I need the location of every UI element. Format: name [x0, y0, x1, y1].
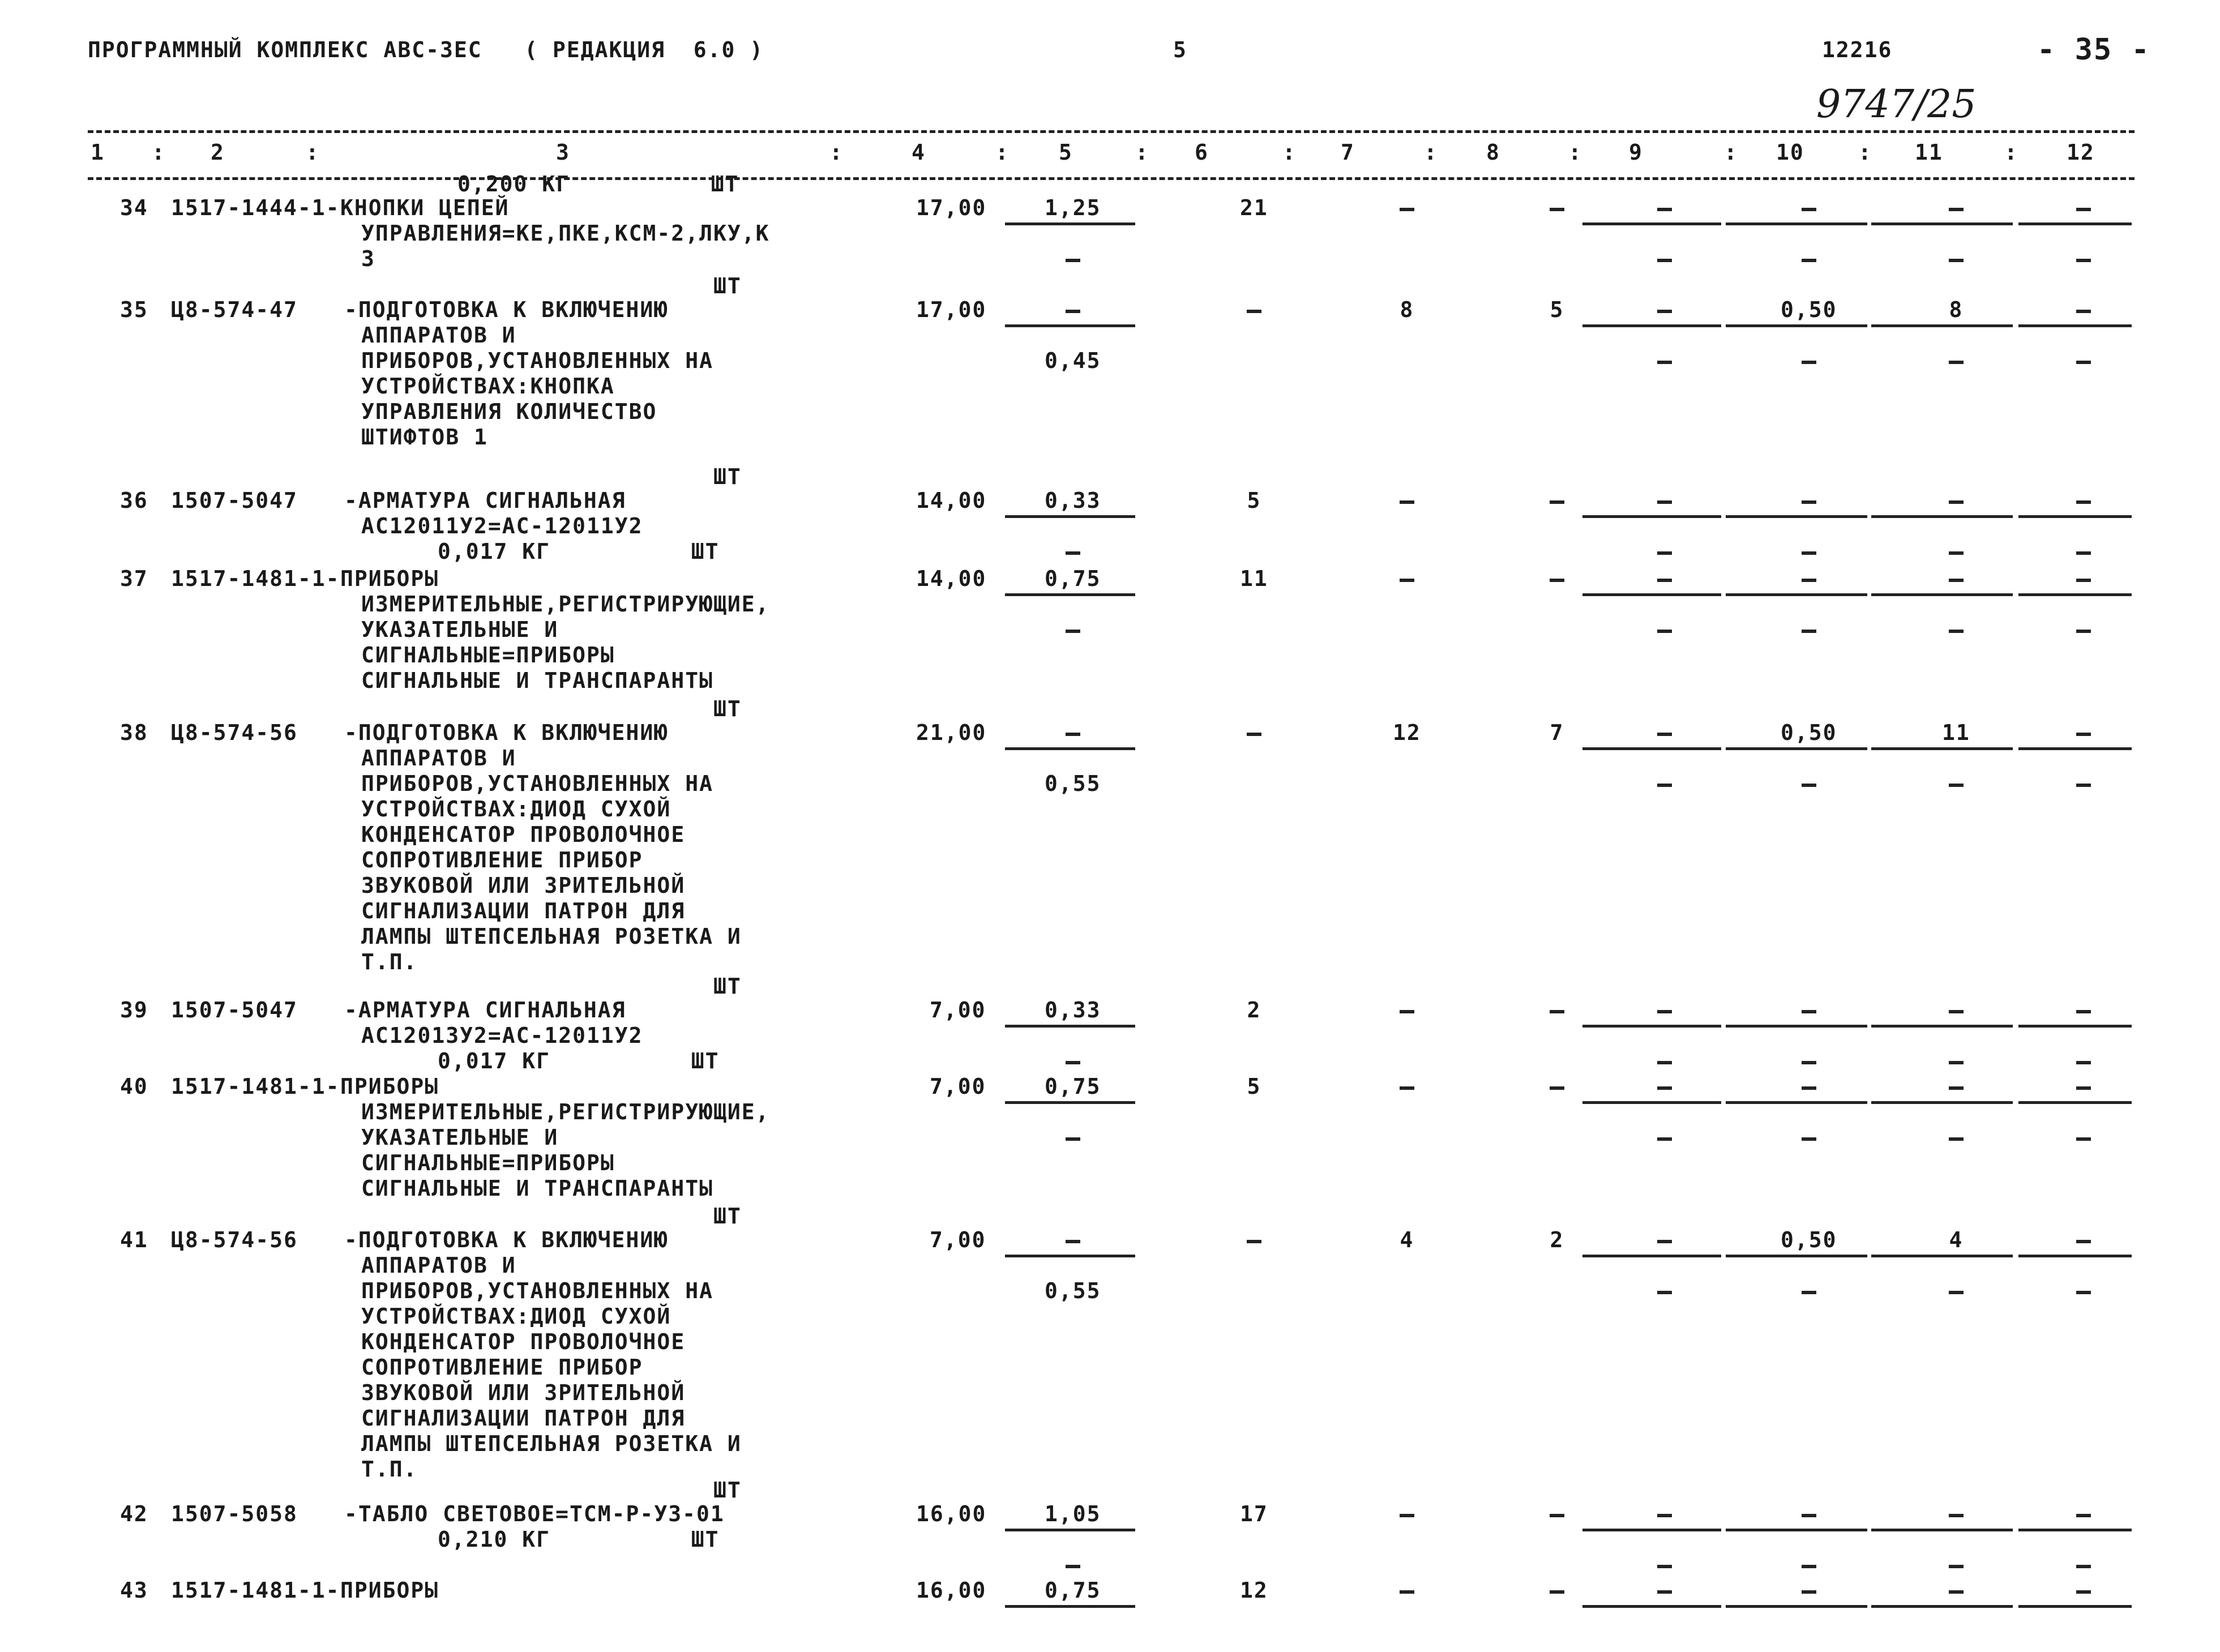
item-description: ПРИБОРОВ,УСТАНОВЛЕННЫХ НА — [361, 771, 713, 796]
item-description: АС12011У2=АС-12011У2 — [361, 513, 643, 538]
fraction-line — [1005, 593, 1135, 596]
fraction-line — [2018, 1605, 2132, 1608]
cell-col12 — [2076, 733, 2091, 736]
unit-label: ШТ — [713, 1478, 742, 1503]
cell-col12-lower — [2076, 784, 2091, 787]
item-description: 0,017 КГ ШТ — [438, 1048, 720, 1073]
cell-qty: 14,00 — [916, 566, 987, 591]
item-description: СИГНАЛЬНЫЕ=ПРИБОРЫ — [361, 643, 615, 667]
row-number: 41 — [120, 1227, 148, 1252]
column-separator: : — [1424, 140, 1438, 165]
item-description: КНОПКИ ЦЕПЕЙ — [340, 195, 510, 220]
cell-col8 — [1550, 1010, 1564, 1013]
cell-qty: 21,00 — [916, 720, 987, 745]
cell-col7: 8 — [1400, 297, 1414, 322]
fraction-line — [1726, 324, 1867, 327]
item-description: ЛАМПЫ ШТЕПСЕЛЬНАЯ РОЗЕТКА И — [361, 1431, 742, 1456]
fraction-line — [1005, 1255, 1135, 1257]
cell-col9 — [1657, 733, 1672, 736]
item-description: СИГНАЛЬНЫЕ И ТРАНСПАРАНТЫ — [361, 668, 713, 693]
item-description: -АРМАТУРА СИГНАЛЬНАЯ — [344, 488, 626, 513]
cell-col11-lower — [1949, 784, 1964, 787]
item-description: УСТРОЙСТВАХ:ДИОД СУХОЙ — [361, 1304, 671, 1329]
cell-col7 — [1400, 1514, 1414, 1517]
cell-col10 — [1802, 208, 1816, 211]
cell-col12-lower — [2076, 1137, 2091, 1141]
cell-col10: 0,50 — [1781, 297, 1837, 322]
fraction-line — [1005, 1025, 1135, 1028]
item-description: АППАРАТОВ И — [361, 1253, 516, 1278]
cell-col11-lower — [1949, 1291, 1964, 1294]
cell-col6 — [1247, 310, 1261, 313]
column-header-9: 9 — [1629, 140, 1643, 165]
fraction-line — [1582, 1605, 1721, 1608]
item-description: СИГНАЛЬНЫЕ=ПРИБОРЫ — [361, 1150, 615, 1175]
resource-code: Ц8-574-56 — [171, 720, 298, 745]
row-number: 40 — [120, 1074, 148, 1099]
cell-col10-lower — [1802, 630, 1816, 633]
cell-col12-lower — [2076, 630, 2091, 633]
fraction-line — [2018, 1529, 2132, 1531]
item-description: УКАЗАТЕЛЬНЫЕ И — [361, 1125, 559, 1150]
cell-col9 — [1657, 1086, 1672, 1090]
item-description: АППАРАТОВ И — [361, 746, 516, 771]
unit-weight-label: 0,200 КГ ШТ — [457, 172, 739, 196]
cell-col5: 0,33 — [1045, 998, 1101, 1022]
item-description: ПРИБОРЫ — [340, 566, 439, 591]
cell-col11 — [1949, 1590, 1964, 1594]
cell-col7 — [1400, 208, 1414, 211]
cell-col7: 4 — [1400, 1227, 1414, 1252]
column-separator: : — [995, 140, 1010, 165]
cell-col8 — [1550, 579, 1564, 582]
item-description: ЛАМПЫ ШТЕПСЕЛЬНАЯ РОЗЕТКА И — [361, 924, 742, 949]
row-number: 34 — [120, 195, 148, 220]
cell-col11-lower — [1949, 361, 1964, 364]
item-description: АС12013У2=АС-12011У2 — [361, 1023, 643, 1048]
cell-col5: 0,75 — [1045, 566, 1101, 591]
item-description: ПРИБОРОВ,УСТАНОВЛЕННЫХ НА — [361, 348, 713, 373]
fraction-line — [1582, 515, 1721, 518]
cell-col6: 11 — [1240, 566, 1268, 591]
item-description: УПРАВЛЕНИЯ=КЕ,ПКЕ,КСМ-2,ЛКУ,К — [361, 221, 770, 246]
cell-col12 — [2076, 1010, 2091, 1013]
cell-col10 — [1802, 1086, 1816, 1090]
cell-col11-lower — [1949, 1137, 1964, 1141]
cell-col7 — [1400, 500, 1414, 504]
column-header-12: 12 — [2067, 140, 2095, 165]
cell-col11-lower — [1949, 551, 1964, 555]
cell-col5-lower: 0,55 — [1045, 771, 1101, 796]
item-description: УПРАВЛЕНИЯ КОЛИЧЕСТВО — [361, 399, 657, 424]
cell-col11 — [1949, 1514, 1964, 1517]
unit-label: ШТ — [713, 1204, 742, 1229]
fraction-line — [1005, 747, 1135, 750]
fraction-line — [1726, 515, 1867, 518]
column-header-3: 3 — [556, 140, 570, 165]
cell-col9 — [1657, 1514, 1672, 1517]
item-description: СИГНАЛИЗАЦИИ ПАТРОН ДЛЯ — [361, 1406, 686, 1431]
cell-col11 — [1949, 579, 1964, 582]
resource-code: 1517-1481-1- — [171, 1578, 340, 1603]
cell-col9 — [1657, 1010, 1672, 1013]
cell-col5: 1,25 — [1045, 195, 1101, 220]
unit-label: ШТ — [713, 696, 742, 721]
cell-col12 — [2076, 310, 2091, 313]
fraction-line — [1726, 593, 1867, 596]
cell-col5: 0,75 — [1045, 1074, 1101, 1099]
cell-col11-lower — [1949, 630, 1964, 633]
cell-col10 — [1802, 1590, 1816, 1594]
fraction-line — [1005, 1529, 1135, 1531]
column-separator: : — [306, 140, 320, 165]
fraction-line — [2018, 747, 2132, 750]
fraction-line — [1871, 747, 2013, 750]
fraction-line — [1871, 1101, 2013, 1104]
cell-col9 — [1657, 310, 1672, 313]
cell-col7 — [1400, 1010, 1414, 1013]
item-description: ИЗМЕРИТЕЛЬНЫЕ,РЕГИСТРИРУЮЩИЕ, — [361, 592, 770, 617]
column-header-2: 2 — [211, 140, 225, 165]
cell-col9-lower — [1657, 784, 1672, 787]
cell-col10: 0,50 — [1781, 1227, 1837, 1252]
table-top-rule — [88, 130, 2135, 133]
cell-col9 — [1657, 579, 1672, 582]
resource-code: Ц8-574-56 — [171, 1227, 298, 1252]
item-description: -ПОДГОТОВКА К ВКЛЮЧЕНИЮ — [344, 720, 669, 745]
fraction-line — [1726, 222, 1867, 225]
cell-col10-lower — [1802, 361, 1816, 364]
cell-col8 — [1550, 1086, 1564, 1090]
resource-code: Ц8-574-47 — [171, 297, 298, 322]
cell-col10: 0,50 — [1781, 720, 1837, 745]
cell-col9 — [1657, 500, 1672, 504]
fraction-line — [1005, 1101, 1135, 1104]
cell-col12-lower — [2076, 259, 2091, 262]
item-description: ПРИБОРЫ — [340, 1074, 439, 1099]
cell-col9 — [1657, 1590, 1672, 1594]
cell-col9-lower — [1657, 630, 1672, 633]
unit-label: ШТ — [713, 974, 742, 999]
cell-col6 — [1247, 733, 1261, 736]
cell-col9-lower — [1657, 259, 1672, 262]
item-description: ШТИФТОВ 1 — [361, 425, 488, 450]
fraction-line — [1726, 1529, 1867, 1531]
cell-col5-lower — [1066, 1061, 1080, 1064]
page-number: - 35 - — [2037, 33, 2150, 67]
cell-col12-lower — [2076, 551, 2091, 555]
fraction-line — [2018, 1101, 2132, 1104]
cell-col10 — [1802, 500, 1816, 504]
column-separator: : — [1282, 140, 1297, 165]
cell-col12 — [2076, 500, 2091, 504]
cell-col12 — [2076, 1590, 2091, 1594]
column-header-5: 5 — [1059, 140, 1073, 165]
item-description: ИЗМЕРИТЕЛЬНЫЕ,РЕГИСТРИРУЮЩИЕ, — [361, 1099, 770, 1124]
resource-code: 1507-5047 — [171, 488, 298, 513]
item-description: СОПРОТИВЛЕНИЕ ПРИБОР — [361, 1355, 643, 1380]
cell-col10 — [1802, 1514, 1816, 1517]
column-separator: : — [1568, 140, 1582, 165]
column-header-6: 6 — [1195, 140, 1209, 165]
cell-qty: 16,00 — [916, 1578, 987, 1603]
fraction-line — [2018, 1255, 2132, 1257]
cell-col6: 2 — [1247, 998, 1261, 1022]
fraction-line — [1005, 324, 1135, 327]
fraction-line — [1871, 1529, 2013, 1531]
fraction-line — [1005, 515, 1135, 518]
item-description: Т.П. — [361, 949, 418, 974]
cell-col12 — [2076, 208, 2091, 211]
cell-col9 — [1657, 1240, 1672, 1243]
fraction-line — [1871, 324, 2013, 327]
fraction-line — [2018, 515, 2132, 518]
column-separator: : — [2004, 140, 2018, 165]
fraction-line — [1726, 1025, 1867, 1028]
cell-qty: 17,00 — [916, 297, 987, 322]
cell-col6: 12 — [1240, 1578, 1268, 1603]
fraction-line — [1582, 747, 1721, 750]
column-header-11: 11 — [1915, 140, 1943, 165]
cell-col7 — [1400, 1086, 1414, 1090]
fraction-line — [1582, 1101, 1721, 1104]
row-number: 36 — [120, 488, 148, 513]
cell-col12-lower — [2076, 1291, 2091, 1294]
cell-col6 — [1247, 1240, 1261, 1243]
cell-col10-lower — [1802, 1061, 1816, 1064]
cell-col10-lower — [1802, 1565, 1816, 1568]
cell-col11: 11 — [1942, 720, 1970, 745]
fraction-line — [1871, 1605, 2013, 1608]
cell-col5-lower — [1066, 259, 1080, 262]
item-description: -ТАБЛО СВЕТОВОЕ=ТСМ-Р-У3-01 — [344, 1501, 725, 1526]
cell-qty: 7,00 — [930, 1227, 986, 1252]
item-description: 0,017 КГ ШТ — [438, 539, 720, 564]
cell-col8 — [1550, 1514, 1564, 1517]
cell-col6: 17 — [1240, 1501, 1268, 1526]
cell-col7 — [1400, 579, 1414, 582]
cell-col8: 7 — [1550, 720, 1564, 745]
fraction-line — [1582, 1529, 1721, 1531]
cell-col5-lower — [1066, 1137, 1080, 1141]
item-description: КОНДЕНСАТОР ПРОВОЛОЧНОЕ — [361, 822, 686, 847]
cell-qty: 7,00 — [930, 1074, 986, 1099]
fraction-line — [1871, 515, 2013, 518]
cell-col10-lower — [1802, 551, 1816, 555]
cell-col5 — [1066, 733, 1080, 736]
cell-col12-lower — [2076, 361, 2091, 364]
cell-col12 — [2076, 1240, 2091, 1243]
cell-col6: 21 — [1240, 195, 1268, 220]
column-separator: : — [1135, 140, 1149, 165]
cell-col10-lower — [1802, 784, 1816, 787]
item-description: УСТРОЙСТВАХ:ДИОД СУХОЙ — [361, 797, 671, 821]
cell-col6: 5 — [1247, 1074, 1261, 1099]
cell-col9 — [1657, 208, 1672, 211]
cell-qty: 7,00 — [930, 998, 986, 1022]
row-number: 38 — [120, 720, 148, 745]
fraction-line — [1582, 593, 1721, 596]
cell-col10-lower — [1802, 1291, 1816, 1294]
item-description: -ПОДГОТОВКА К ВКЛЮЧЕНИЮ — [344, 1227, 669, 1252]
cell-col5: 1,05 — [1045, 1501, 1101, 1526]
fraction-line — [2018, 593, 2132, 596]
fraction-line — [1726, 1255, 1867, 1257]
cell-col11 — [1949, 1086, 1964, 1090]
cell-qty: 16,00 — [916, 1501, 987, 1526]
fraction-line — [1005, 222, 1135, 225]
cell-col11-lower — [1949, 259, 1964, 262]
cell-col8 — [1550, 1590, 1564, 1594]
fraction-line — [1582, 222, 1721, 225]
item-description: -ПОДГОТОВКА К ВКЛЮЧЕНИЮ — [344, 297, 669, 322]
item-description: УКАЗАТЕЛЬНЫЕ И — [361, 617, 559, 642]
cell-col5-lower: 0,55 — [1045, 1278, 1101, 1303]
column-separator: : — [829, 140, 844, 165]
cell-col11 — [1949, 500, 1964, 504]
cell-qty: 17,00 — [916, 195, 987, 220]
column-header-7: 7 — [1341, 140, 1355, 165]
fraction-line — [1871, 1255, 2013, 1257]
row-number: 42 — [120, 1501, 148, 1526]
column-header-1: 1 — [91, 140, 105, 165]
fraction-line — [1582, 1025, 1721, 1028]
item-description: СИГНАЛЬНЫЕ И ТРАНСПАРАНТЫ — [361, 1176, 713, 1201]
fraction-line — [1582, 1255, 1721, 1257]
table-header-rule — [88, 177, 2135, 180]
column-separator: : — [1724, 140, 1738, 165]
cell-col9-lower — [1657, 551, 1672, 555]
fraction-line — [1726, 1605, 1867, 1608]
cell-col5-lower — [1066, 630, 1080, 633]
item-description: СОПРОТИВЛЕНИЕ ПРИБОР — [361, 848, 643, 872]
item-description: ПРИБОРОВ,УСТАНОВЛЕННЫХ НА — [361, 1278, 713, 1303]
cell-col10 — [1802, 579, 1816, 582]
cell-col9-lower — [1657, 1291, 1672, 1294]
cell-col7: 12 — [1393, 720, 1421, 745]
cell-col11 — [1949, 208, 1964, 211]
cell-col8 — [1550, 500, 1564, 504]
cell-col5-lower — [1066, 551, 1080, 555]
resource-code: 1517-1444-1- — [171, 195, 340, 220]
cell-col5-lower: 0,45 — [1045, 348, 1101, 373]
cell-col10 — [1802, 1010, 1816, 1013]
cell-col5: 0,33 — [1045, 488, 1101, 513]
header-section-number: 5 — [1173, 37, 1187, 62]
fraction-line — [2018, 222, 2132, 225]
cell-col5: 0,75 — [1045, 1578, 1101, 1603]
cell-col10-lower — [1802, 1137, 1816, 1141]
fraction-line — [1582, 324, 1721, 327]
cell-col12-lower — [2076, 1061, 2091, 1064]
column-separator: : — [152, 140, 166, 165]
cell-col8 — [1550, 208, 1564, 211]
unit-label: ШТ — [713, 464, 742, 489]
row-number: 37 — [120, 566, 148, 591]
cell-col11: 4 — [1949, 1227, 1964, 1252]
cell-col11 — [1949, 1010, 1964, 1013]
item-description: 0,210 КГ ШТ — [438, 1527, 720, 1552]
item-description: УСТРОЙСТВАХ:КНОПКА — [361, 374, 615, 399]
cell-col11-lower — [1949, 1565, 1964, 1568]
cell-col7 — [1400, 1590, 1414, 1594]
cell-col8: 2 — [1550, 1227, 1564, 1252]
cell-col8: 5 — [1550, 297, 1564, 322]
cell-col11-lower — [1949, 1061, 1964, 1064]
fraction-line — [1726, 747, 1867, 750]
item-description: -АРМАТУРА СИГНАЛЬНАЯ — [344, 998, 626, 1022]
row-number: 39 — [120, 998, 148, 1022]
fraction-line — [1005, 1605, 1135, 1608]
cell-col9-lower — [1657, 1137, 1672, 1141]
item-description: Т.П. — [361, 1457, 418, 1482]
cell-col9-lower — [1657, 1061, 1672, 1064]
item-description: АППАРАТОВ И — [361, 323, 516, 348]
cell-col10-lower — [1802, 259, 1816, 262]
column-header-4: 4 — [912, 140, 926, 165]
column-header-10: 10 — [1776, 140, 1804, 165]
program-header: ПРОГРАММНЫЙ КОМПЛЕКС АВС-3ЕС ( РЕДАКЦИЯ 6.0 ) — [88, 37, 764, 62]
resource-code: 1517-1481-1- — [171, 1074, 340, 1099]
fraction-line — [1871, 1025, 2013, 1028]
cell-col11: 8 — [1949, 297, 1964, 322]
item-description: КОНДЕНСАТОР ПРОВОЛОЧНОЕ — [361, 1329, 686, 1354]
handwritten-note: 9747/25 — [1816, 82, 1977, 127]
resource-code: 1507-5058 — [171, 1501, 298, 1526]
fraction-line — [2018, 1025, 2132, 1028]
cell-col5 — [1066, 1240, 1080, 1243]
item-description: СИГНАЛИЗАЦИИ ПАТРОН ДЛЯ — [361, 898, 686, 923]
cell-col6: 5 — [1247, 488, 1261, 513]
cell-col5-lower — [1066, 1565, 1080, 1568]
column-header-8: 8 — [1486, 140, 1500, 165]
fraction-line — [1871, 222, 2013, 225]
cell-col9-lower — [1657, 1565, 1672, 1568]
resource-code: 1517-1481-1- — [171, 566, 340, 591]
item-description: 3 — [361, 246, 375, 271]
cell-col12 — [2076, 579, 2091, 582]
resource-code: 1507-5047 — [171, 998, 298, 1022]
header-code: 12216 — [1822, 37, 1893, 62]
row-number: 35 — [120, 297, 148, 322]
row-number: 43 — [120, 1578, 148, 1603]
unit-label: ШТ — [713, 273, 742, 298]
item-description: ПРИБОРЫ — [340, 1578, 439, 1603]
cell-col12-lower — [2076, 1565, 2091, 1568]
cell-qty: 14,00 — [916, 488, 987, 513]
cell-col9-lower — [1657, 361, 1672, 364]
fraction-line — [1726, 1101, 1867, 1104]
fraction-line — [2018, 324, 2132, 327]
cell-col12 — [2076, 1086, 2091, 1090]
column-separator: : — [1858, 140, 1872, 165]
item-description: ЗВУКОВОЙ ИЛИ ЗРИТЕЛЬНОЙ — [361, 1380, 686, 1405]
fraction-line — [1871, 593, 2013, 596]
item-description: ЗВУКОВОЙ ИЛИ ЗРИТЕЛЬНОЙ — [361, 873, 686, 898]
cell-col5 — [1066, 310, 1080, 313]
cell-col12 — [2076, 1514, 2091, 1517]
